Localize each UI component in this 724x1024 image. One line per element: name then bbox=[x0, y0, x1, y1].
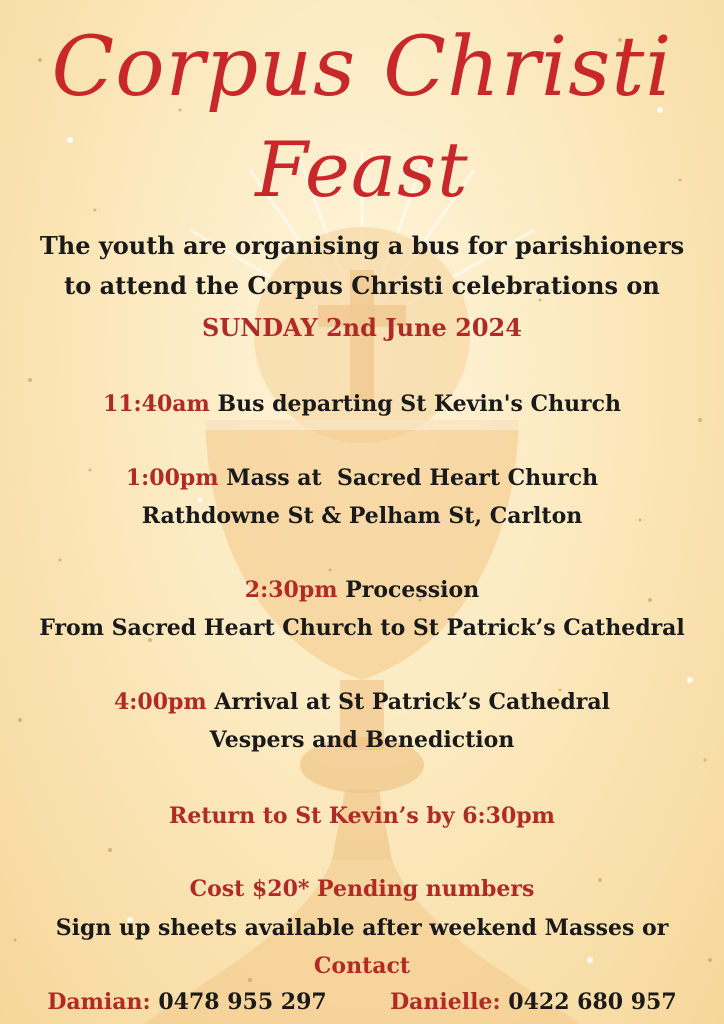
contact-name-danielle: Danielle: bbox=[390, 989, 501, 1015]
return-time: Return to St Kevin’s by 6:30pm bbox=[169, 803, 555, 829]
contact-heading: Contact bbox=[313, 953, 411, 979]
schedule-time: 1:00pm bbox=[125, 465, 219, 491]
schedule-item-mass bbox=[0, 462, 724, 494]
schedule-detail-procession: From Sacred Heart Church to St Patrick’s Cathedral bbox=[39, 615, 685, 641]
schedule-text: Mass at Sacred Heart Church bbox=[226, 465, 599, 491]
cost-info: Cost $20* Pending numbers bbox=[189, 876, 535, 902]
schedule-item-departure bbox=[0, 388, 724, 420]
poster-title: Corpus Christi bbox=[51, 20, 673, 115]
schedule-time: 2:30pm bbox=[244, 577, 338, 603]
contact-name-damian: Damian: bbox=[47, 989, 151, 1015]
schedule-detail-arrival: Vespers and Benediction bbox=[209, 727, 515, 753]
schedule-item-arrival bbox=[0, 686, 724, 718]
contact-list bbox=[0, 986, 724, 1018]
schedule-text: Arrival at St Patrick’s Cathedral bbox=[214, 689, 610, 715]
schedule-time: 11:40am bbox=[102, 391, 210, 417]
signup-info: Sign up sheets available after weekend Masses or bbox=[55, 915, 669, 941]
event-date: SUNDAY 2nd June 2024 bbox=[202, 313, 522, 342]
schedule-text: Bus departing St Kevin's Church bbox=[217, 391, 622, 417]
schedule-time: 4:00pm bbox=[113, 689, 207, 715]
schedule-text: Procession bbox=[345, 577, 480, 603]
schedule-detail-mass: Rathdowne St & Pelham St, Carlton bbox=[141, 503, 583, 529]
intro-line-1: The youth are organising a bus for parishioners bbox=[39, 231, 685, 260]
schedule-item-procession bbox=[0, 574, 724, 606]
contact-phone-danielle: 0422 680 957 bbox=[508, 989, 677, 1015]
poster-title-feast: Feast bbox=[255, 125, 469, 214]
intro-line-2: to attend the Corpus Christi celebrations on bbox=[64, 271, 660, 300]
contact-phone-damian: 0478 955 297 bbox=[158, 989, 327, 1015]
